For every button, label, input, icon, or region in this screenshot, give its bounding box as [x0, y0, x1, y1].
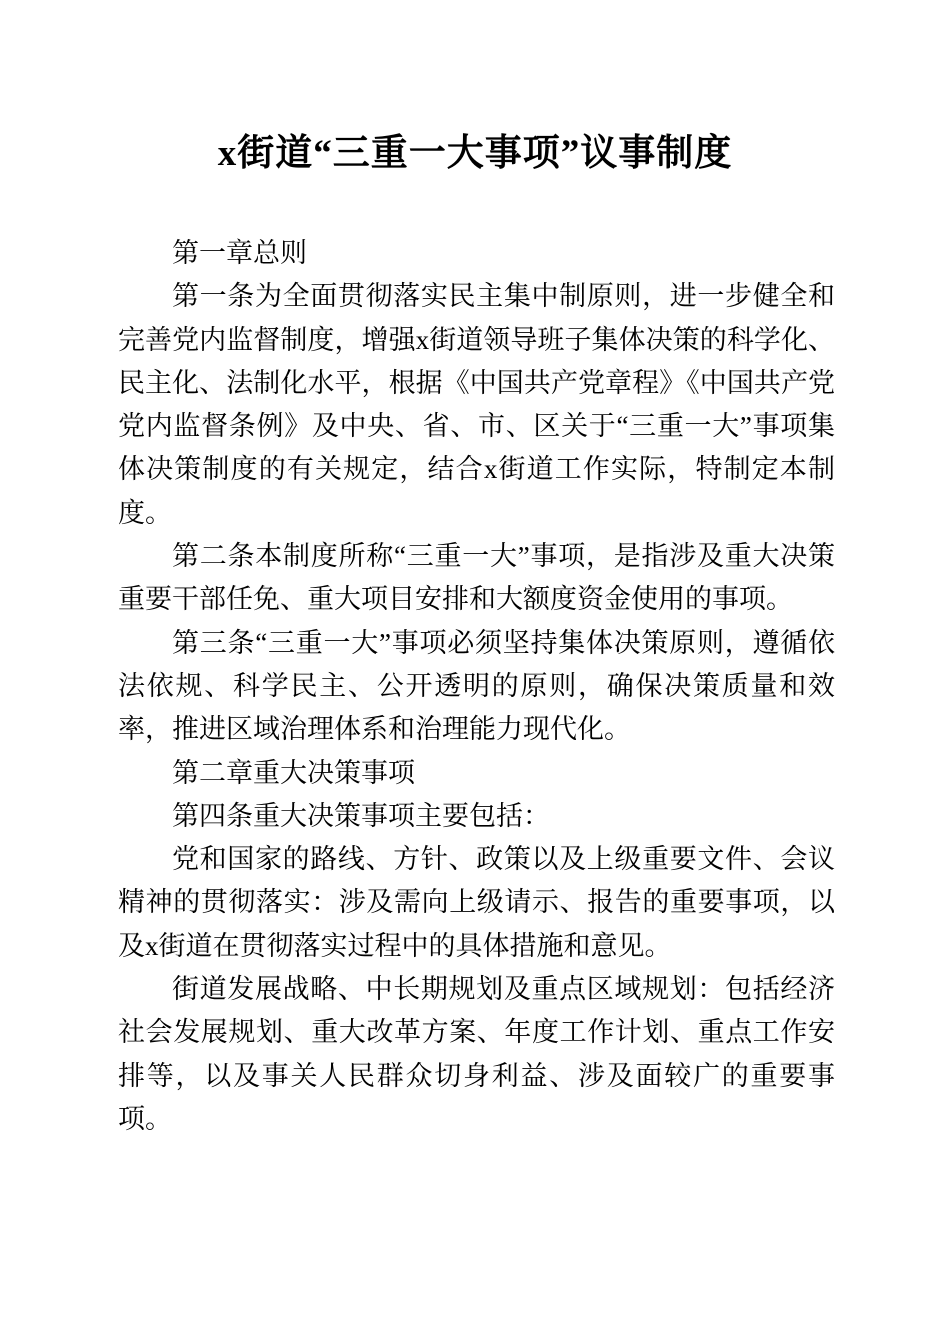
chapter-heading-2: 第二章重大决策事项: [172, 757, 415, 788]
article-2-paragraph: 第二条本制度所称“三重一大”事项，是指涉及重大决策重要干部任免、重大项目安排和大额度资金使用的事项。: [118, 541, 835, 615]
document-body: [118, 232, 835, 1141]
article-1-paragraph: 第一条为全面贯彻落实民主集中制原则，进一步健全和完善党内监督制度，增强x街道领导班子集体决策的科学化、民主化、法制化水平，根据《中国共产党章程》《中国共产党党内监督条例》及中央、省、市、区关于“三重一大”事项集体决策制度的有关规定，结合x街道工作实际，特制定本制度。: [118, 281, 835, 528]
article-3-paragraph: 第三条“三重一大”事项必须坚持集体决策原则，遵循依法依规、科学民主、公开透明的原则，确保决策质量和效率，推进区域治理体系和治理能力现代化。: [118, 627, 835, 745]
document-title: x街道“三重一大事项”议事制度: [217, 133, 733, 174]
article-4-item-2: 街道发展战略、中长期规划及重点区域规划：包括经济社会发展规划、重大改革方案、年度工作计划、重点工作安排等，以及事关人民群众切身利益、涉及面较广的重要事项。: [118, 974, 835, 1134]
article-4-item-1: 党和国家的路线、方针、政策以及上级重要文件、会议精神的贯彻落实：涉及需向上级请示、报告的重要事项，以及x街道在贯彻落实过程中的具体措施和意见。: [118, 844, 835, 961]
article-4-paragraph: 第四条重大决策事项主要包括：: [172, 800, 550, 831]
chapter-heading-1: 第一章总则: [172, 238, 307, 268]
